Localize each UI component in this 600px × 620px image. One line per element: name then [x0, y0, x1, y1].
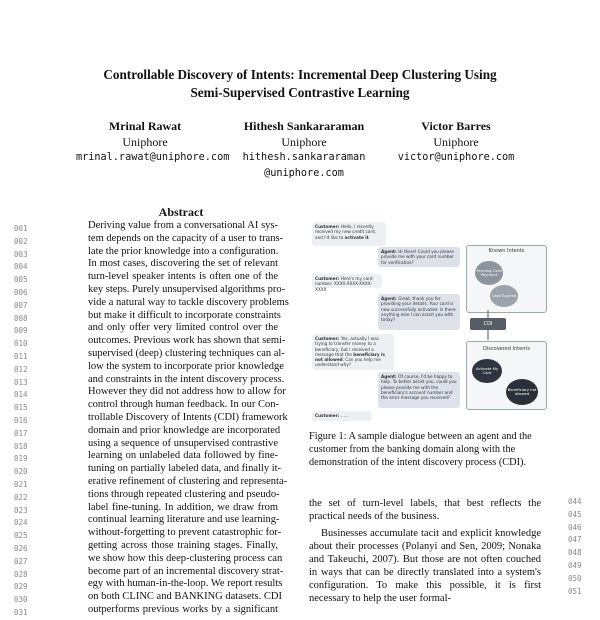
dialogue-customer-bubble: Customer: ...... [312, 411, 372, 421]
line-number: 022 [14, 492, 28, 502]
discovered-intent-cluster: Beneficiary not allowed [506, 379, 538, 405]
line-number: 015 [14, 403, 28, 413]
author-name: Victor Barres [421, 119, 491, 133]
line-number: 023 [14, 505, 28, 515]
abstract-line: control through human feedback. In our Con- [88, 399, 279, 411]
abstract-line: tuning on partially labeled data, and finally it- [88, 463, 282, 475]
dialogue-customer-bubble: Customer: Here's my card number: XXXX-XXXX-XXXX-XXXX [312, 274, 382, 288]
line-number: 031 [14, 607, 28, 617]
abstract-line: turn-level speaker intents is often one of the [88, 271, 278, 283]
figure-caption: Figure 1: A sample dialogue between an agent and the customer from the banking domain along with the demonstration of the intent discovery process (CDI). [309, 431, 532, 469]
abstract-line: egy with human-in-the-loop. We report results [88, 578, 283, 590]
abstract-line: on both CLINC and BANKING datasets. CDI [88, 591, 282, 603]
line-number: 024 [14, 518, 28, 528]
line-number: 008 [14, 313, 28, 323]
author-name: Mrinal Rawat [108, 119, 182, 133]
line-number: 014 [14, 390, 28, 400]
abstract-line: but make it difficult to incorporate constraints [88, 309, 281, 321]
author-3 [388, 118, 524, 166]
abstract-heading: Abstract [158, 205, 204, 219]
author-1 [76, 118, 230, 166]
line-number: 002 [14, 236, 28, 246]
left-line-numbers [14, 223, 28, 620]
discovered-intent-cluster: Activate My Card [472, 359, 502, 383]
abstract-line: However they did not address how to allow for [88, 386, 286, 398]
abstract-line: using a sequence of unsupervised contrastive [88, 437, 278, 449]
line-number: 017 [14, 428, 28, 438]
abstract-line: become part of an incremental discovery strat- [88, 565, 284, 577]
line-number: 046 [568, 522, 582, 532]
abstract-line: tions through repeated clustering and pseudo- [88, 488, 280, 500]
abstract-line: and constraints in the intent discovery process. [88, 373, 285, 385]
dialogue-customer-bubble: Customer: Yes, actually I was trying to transfer money to a beneficiary, but I received a message that the beneficiary is not allowed. Can you help me understand why? [312, 334, 394, 370]
known-intent-cluster: Pending Card Payment [475, 261, 503, 285]
abstract-line: label fine-tuning. In addition, we draw from [88, 501, 278, 513]
dialogue-customer-bubble: Customer: Hello, I recently received my new credit card, and I'd like to activate it. [312, 222, 386, 246]
line-number: 003 [14, 249, 28, 259]
author-affiliation: Uniphore [122, 135, 168, 149]
dialogue-agent-bubble: Agent: Hi there! Could you please provide me with your card number for verification? [378, 247, 460, 267]
discovered-intents-title: Discovered Intents [483, 346, 530, 352]
right-line-numbers [568, 496, 582, 598]
cdi-box: CDI [470, 318, 506, 330]
abstract-line: key steps. Purely unsupervised algorithms pro- [88, 283, 286, 295]
abstract-text [88, 220, 289, 617]
line-number: 009 [14, 326, 28, 336]
paper-title-line-2: Semi-Supervised Contrastive Learning [190, 85, 410, 100]
abstract-line: continual learning literature and use learning- [88, 514, 280, 526]
abstract-line: supervised (deep) clustering techniques can al- [88, 347, 285, 359]
author-email: hithesh.sankararaman [242, 152, 366, 163]
author-name: Hithesh Sankararaman [243, 119, 365, 133]
known-intents-title: Known Intents [488, 248, 525, 254]
line-number: 044 [568, 497, 582, 506]
line-number: 026 [14, 543, 28, 553]
line-number: 027 [14, 556, 28, 566]
line-number: 021 [14, 479, 28, 489]
body-paragraph: the set of turn-level labels, that best reflects the practical needs of the business. [309, 498, 541, 522]
abstract-line: erative refinement of clustering and representa- [88, 475, 288, 487]
abstract-line: tem depends on the capacity of a user to trans- [88, 232, 284, 244]
line-number: 018 [14, 441, 28, 451]
known-intent-cluster: Card Expired [490, 285, 518, 307]
author-email: mrinal.rawat@uniphore.com [76, 152, 230, 163]
line-number: 048 [568, 548, 582, 558]
abstract-line: trollable Discovery of Intents (CDI) framework [88, 411, 288, 423]
body-text [309, 497, 541, 605]
line-number: 029 [14, 582, 28, 592]
abstract-line: outcomes. Previous work has shown that semi- [88, 335, 286, 347]
line-number: 005 [14, 275, 28, 285]
abstract-line: domain and prior knowledge are incorporated [88, 424, 281, 436]
author-affiliation: Uniphore [433, 135, 479, 149]
line-number: 011 [14, 351, 28, 361]
abstract-line: outperforms previous works by a significant [88, 603, 278, 615]
abstract-line: getting across those training stages. Finally, [88, 539, 278, 551]
abstract-line: low the system to incorporate prior knowledge [88, 360, 284, 372]
line-number: 049 [568, 560, 582, 570]
abstract-line: without-forgetting to prevent catastrophic for- [88, 527, 282, 539]
abstract-line: In most cases, discovering the set of relevant [88, 258, 278, 270]
paper-title-line-1: Controllable Discovery of Intents: Incremental Deep Clustering Using [103, 67, 497, 82]
line-number: 016 [14, 415, 28, 425]
line-number: 025 [14, 531, 28, 541]
line-number: 020 [14, 467, 28, 477]
body-paragraph: Businesses accumulate tacit and explicit knowledge about their processes (Polanyi and Sen, 2009; Nonaka and Takeuchi, 2007). But those are not often couched in ways that can be directly translated into a system's configuration. To make this possible, it is first necessary to help the user formal- [309, 528, 541, 604]
line-number: 051 [568, 586, 582, 596]
abstract-line: late the prior knowledge into a configuration. [88, 245, 279, 257]
author-2 [232, 118, 376, 182]
line-number: 007 [14, 300, 28, 310]
abstract-line: vide a natural way to tackle discovery problems [88, 296, 289, 308]
line-number: 028 [14, 569, 28, 579]
line-number: 004 [14, 262, 28, 272]
line-number: 050 [568, 573, 582, 583]
dialogue-agent-bubble: Agent: Great, thank you for providing your details. Your card is now successfully activated. Is there anything else I can assist you with today? [378, 294, 460, 330]
line-number: 006 [14, 287, 28, 297]
dialogue-agent-bubble: Agent: Of course, I'd be happy to help. To better assist you, could you please provide me with the beneficiary's account number and the error message you received? [378, 372, 460, 408]
line-number: 019 [14, 454, 28, 464]
author-email: victor@uniphore.com [397, 152, 515, 163]
abstract-line: Deriving value from a conversational AI sys- [88, 220, 278, 231]
paper-title [60, 66, 540, 102]
author-email-cont: @uniphore.com [264, 168, 344, 179]
line-number: 001 [14, 224, 28, 233]
line-number: 047 [568, 535, 582, 545]
line-number: 045 [568, 509, 582, 519]
line-number: 012 [14, 364, 28, 374]
line-number: 030 [14, 595, 28, 605]
abstract-line: learning on unlabeled data followed by fine- [88, 450, 278, 462]
line-number: 010 [14, 339, 28, 349]
author-affiliation: Uniphore [281, 135, 327, 149]
line-number: 013 [14, 377, 28, 387]
abstract-line: and only offer very limited control over the [88, 322, 278, 334]
abstract-line: we show how this deep-clustering process can [88, 552, 283, 564]
